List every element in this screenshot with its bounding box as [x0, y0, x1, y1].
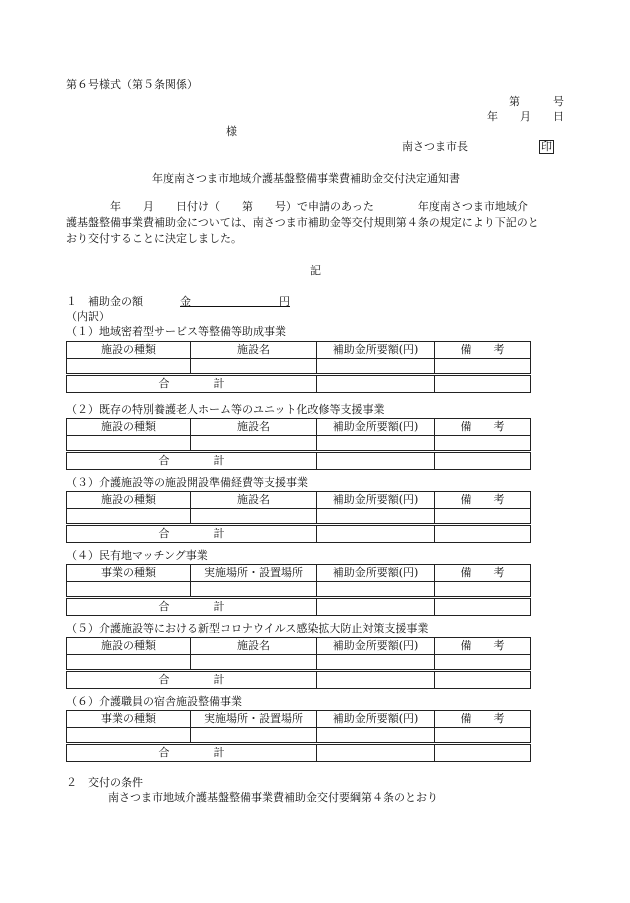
- section-title: （２）既存の特別養護老人ホーム等のユニット化改修等支援事業: [66, 403, 385, 416]
- total-row: [67, 598, 531, 616]
- header-cell: 備 考: [435, 638, 531, 655]
- header-cell: 施設名: [191, 492, 317, 509]
- item-1-amount: 金 円: [180, 295, 290, 308]
- breakdown-table: [66, 637, 531, 689]
- table-row: [67, 436, 531, 452]
- table-header-row: [67, 565, 531, 582]
- document-number: 第 号: [509, 95, 564, 108]
- header-cell: 施設の種類: [67, 492, 191, 509]
- header-cell: 備 考: [435, 419, 531, 436]
- addressee-suffix: 様: [226, 125, 237, 138]
- header-cell: 補助金所要額(円): [317, 492, 435, 509]
- header-cell: 実施場所・設置場所: [191, 565, 317, 582]
- issuer-name: 南さつま市長: [402, 140, 468, 153]
- header-cell: 事業の種類: [67, 711, 191, 728]
- header-cell: 施設の種類: [67, 419, 191, 436]
- seal-mark: 印: [541, 140, 552, 153]
- header-cell: 施設の種類: [67, 342, 191, 359]
- breakdown-table: [66, 564, 531, 616]
- ki-heading: 記: [310, 264, 321, 277]
- table-header-row: [67, 492, 531, 509]
- header-cell: 備 考: [435, 492, 531, 509]
- header-cell: 備 考: [435, 342, 531, 359]
- total-row: [67, 744, 531, 762]
- header-cell: 備 考: [435, 565, 531, 582]
- document-title: 年度南さつま市地域介護基盤整備事業費補助金交付決定通知書: [152, 172, 460, 185]
- table-header-row: [67, 419, 531, 436]
- form-number: 第６号様式（第５条関係）: [66, 78, 198, 91]
- table-row: [67, 655, 531, 671]
- section-title: （５）介護施設等における新型コロナウイルス感染拡大防止対策支援事業: [66, 622, 429, 635]
- header-cell: 施設名: [191, 638, 317, 655]
- total-row: [67, 452, 531, 470]
- header-cell: 補助金所要額(円): [317, 711, 435, 728]
- body-line-2: 護基盤整備事業費補助金については、南さつま市補助金等交付規則第４条の規定により下記のと: [66, 216, 539, 229]
- section-title: （６）介護職員の宿舎施設整備事業: [66, 695, 242, 708]
- total-label: 合 計: [67, 452, 317, 470]
- header-cell: 施設の種類: [67, 638, 191, 655]
- header-cell: 補助金所要額(円): [317, 342, 435, 359]
- table-row: [67, 582, 531, 598]
- body-line-3: おり交付することに決定しました。: [66, 232, 242, 245]
- header-cell: 備 考: [435, 711, 531, 728]
- item-2-text: 南さつま市地域介護基盤整備事業費補助金交付要綱第４条のとおり: [108, 791, 438, 804]
- table-header-row: [67, 342, 531, 359]
- breakdown-table: [66, 491, 531, 543]
- total-label: 合 計: [67, 375, 317, 393]
- total-label: 合 計: [67, 744, 317, 762]
- total-row: [67, 671, 531, 689]
- header-cell: 補助金所要額(円): [317, 638, 435, 655]
- table-header-row: [67, 638, 531, 655]
- issue-date: 年 月 日: [487, 110, 564, 123]
- header-cell: 事業の種類: [67, 565, 191, 582]
- breakdown-table: [66, 418, 531, 470]
- table-header-row: [67, 711, 531, 728]
- breakdown-label: （内訳）: [66, 310, 110, 323]
- header-cell: 補助金所要額(円): [317, 565, 435, 582]
- section-title: （４）民有地マッチング事業: [66, 549, 208, 562]
- table-row: [67, 359, 531, 375]
- section-title: （１）地域密着型サービス等整備等助成事業: [66, 325, 286, 338]
- header-cell: 実施場所・設置場所: [191, 711, 317, 728]
- section-title: （３）介護施設等の施設開設準備経費等支援事業: [66, 476, 308, 489]
- table-row: [67, 509, 531, 525]
- total-row: [67, 375, 531, 393]
- total-label: 合 計: [67, 671, 317, 689]
- total-label: 合 計: [67, 525, 317, 543]
- header-cell: 施設名: [191, 342, 317, 359]
- total-label: 合 計: [67, 598, 317, 616]
- table-row: [67, 728, 531, 744]
- item-2-label: ２ 交付の条件: [66, 776, 143, 789]
- header-cell: 補助金所要額(円): [317, 419, 435, 436]
- header-cell: 施設名: [191, 419, 317, 436]
- body-line-1: 年 月 日付け（ 第 号）で申請のあった 年度南さつま市地域介: [66, 200, 528, 213]
- breakdown-table: [66, 710, 531, 762]
- breakdown-table: [66, 341, 531, 393]
- total-row: [67, 525, 531, 543]
- item-1-label: １ 補助金の額: [66, 295, 143, 308]
- issuer: [402, 140, 554, 154]
